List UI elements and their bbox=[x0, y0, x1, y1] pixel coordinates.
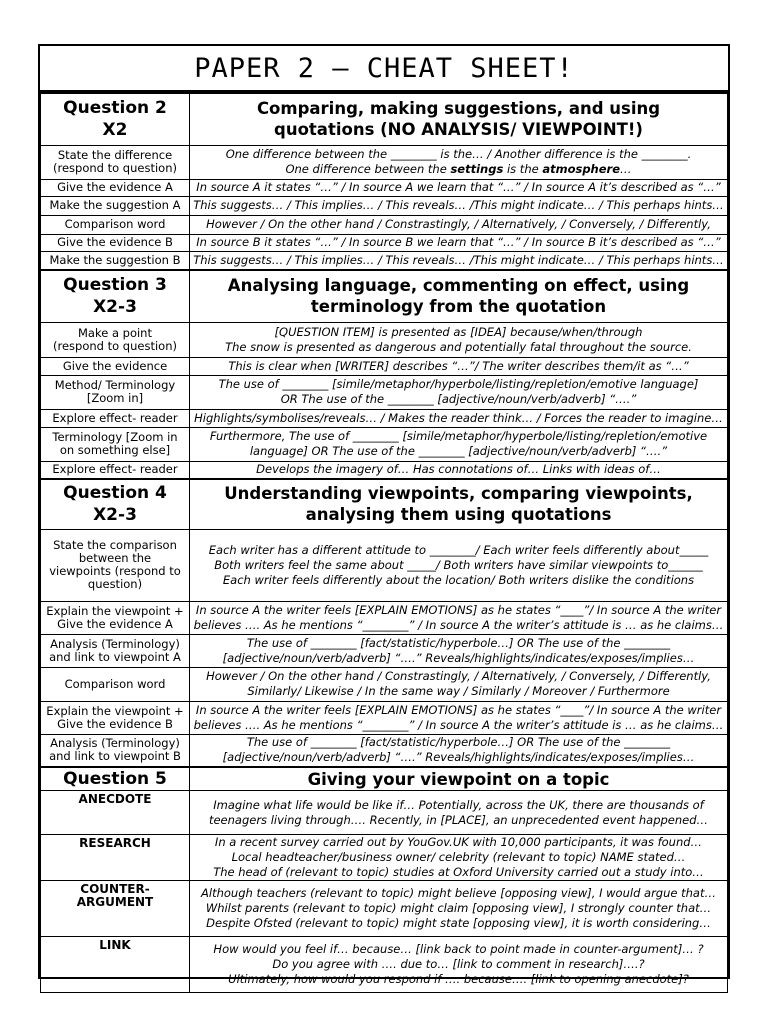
table-row bbox=[41, 427, 728, 461]
text-line: and link to viewpoint B bbox=[49, 749, 181, 764]
question-topic bbox=[190, 93, 728, 145]
sentence-starters bbox=[190, 427, 728, 461]
text-line: Develops the imagery of… Has connotations of… Links with ideas of… bbox=[256, 462, 661, 477]
text-line: ARGUMENT bbox=[76, 895, 154, 909]
text-line: Give the evidence A bbox=[57, 180, 173, 194]
text-line: How would you feel if… because… [link back to point made in counter-argument]… ? bbox=[213, 942, 704, 956]
sentence-starters bbox=[190, 234, 728, 251]
sentence-starters bbox=[190, 529, 728, 601]
text-line: analysing them using quotations bbox=[305, 505, 612, 525]
q3-heading-row bbox=[41, 270, 728, 322]
text-line: Despite Ofsted (relevant to topic) might state [opposing view], it is worth considering… bbox=[206, 916, 711, 930]
question-heading bbox=[41, 767, 190, 791]
step-label bbox=[41, 601, 190, 634]
page-title-box bbox=[40, 46, 728, 92]
table-row bbox=[41, 881, 728, 937]
text-line: Explore effect- reader bbox=[52, 462, 178, 477]
sentence-starters bbox=[190, 409, 728, 427]
question-topic bbox=[190, 270, 728, 322]
text-line: In source A it states “…” / In source A we learn that “…” / In source A it’s described as “…” bbox=[196, 180, 721, 194]
text-line: Make the suggestion B bbox=[49, 252, 181, 267]
sentence-starters bbox=[190, 734, 728, 767]
sentence-starters bbox=[190, 701, 728, 734]
step-label bbox=[41, 251, 190, 270]
text-line: This suggests… / This implies… / This reveals… /This might indicate… / This perhaps hints… bbox=[193, 198, 724, 212]
text-line: Question 4 bbox=[63, 483, 167, 504]
text-line: Give the evidence B bbox=[57, 235, 173, 249]
text-line: State the comparison bbox=[53, 538, 177, 552]
sentence-starters bbox=[190, 601, 728, 634]
text-line: Local headteacher/business owner/ celebrity (relevant to topic) NAME stated… bbox=[231, 850, 686, 864]
text-line: In a recent survey carried out by YouGov.UK with 10,000 participants, it was found… bbox=[214, 835, 703, 849]
cheat-sheet bbox=[38, 44, 730, 986]
text-line: language] OR The use of the ________ [adjective/noun/verb/adverb] “….” bbox=[249, 444, 668, 458]
question-heading bbox=[41, 270, 190, 322]
sentence-starters bbox=[190, 937, 728, 993]
text-line: Each writer feels differently about the location/ Both writers dislike the conditions bbox=[222, 572, 695, 587]
table-row bbox=[41, 835, 728, 881]
table-row bbox=[41, 145, 728, 179]
text-line: believes …. As he mentions “________” / In source A the writer’s attitude is … as he claims… bbox=[193, 717, 724, 732]
text-line: [Zoom in] bbox=[86, 391, 144, 405]
table-row bbox=[41, 375, 728, 409]
sentence-starters bbox=[190, 667, 728, 701]
sentence-starters bbox=[190, 215, 728, 234]
sentence-starters bbox=[190, 196, 728, 215]
sentence-starters bbox=[190, 375, 728, 409]
text-line: X2-3 bbox=[93, 297, 137, 318]
text-line: [adjective/noun/verb/adverb] “….” Reveals/highlights/indicates/exposes/implies… bbox=[222, 650, 695, 665]
step-label bbox=[41, 357, 190, 375]
sentence-starters bbox=[190, 791, 728, 835]
text-line: Give the evidence B bbox=[57, 716, 173, 731]
step-label bbox=[41, 196, 190, 215]
text-line: [QUESTION ITEM] is presented as [IDEA] because/when/through bbox=[274, 324, 643, 339]
sentence-starters bbox=[190, 251, 728, 270]
step-label bbox=[41, 734, 190, 767]
text-line: (respond to question) bbox=[53, 161, 177, 175]
text-line: The use of ________ [simile/metaphor/hyperbole/listing/repletion/emotive language] bbox=[218, 377, 699, 391]
text-line: Each writer has a different attitude to ________/ Each writer feels differently about_____ bbox=[208, 542, 709, 557]
text-line: teenagers living through…. Recently, in [PLACE], an unprecedented event happened… bbox=[208, 812, 709, 827]
table-row bbox=[41, 179, 728, 196]
text-line: One difference between the settings is the atmosphere… bbox=[285, 162, 632, 176]
table-row bbox=[41, 701, 728, 734]
step-label bbox=[41, 791, 190, 835]
text-line: Make a point bbox=[78, 325, 152, 340]
text-line: and link to viewpoint A bbox=[49, 649, 181, 664]
text-line: Explain the viewpoint + bbox=[46, 703, 184, 718]
step-label bbox=[41, 529, 190, 601]
text-line: Explain the viewpoint + bbox=[46, 603, 184, 618]
page-title: PAPER 2 – CHEAT SHEET! bbox=[194, 52, 574, 84]
table-row bbox=[41, 601, 728, 634]
text-line: Imagine what life would be like if… Potentially, across the UK, there are thousands of bbox=[213, 797, 704, 812]
text-line: Do you agree with …. due to… [link to comment in research]….? bbox=[272, 957, 645, 971]
text-line: In source B it states “…” / In source B we learn that “…” / In source B it’s described as “…” bbox=[196, 235, 721, 249]
table-row bbox=[41, 734, 728, 767]
step-label bbox=[41, 701, 190, 734]
text-line: (respond to question) bbox=[53, 338, 177, 353]
table-row bbox=[41, 937, 728, 993]
text-line: Analysing language, commenting on effect, using bbox=[227, 276, 690, 296]
text-line: ANECDOTE bbox=[78, 792, 152, 806]
step-label bbox=[41, 179, 190, 196]
text-line: LINK bbox=[99, 938, 131, 952]
text-line: However / On the other hand / Constrastingly, / Alternatively, / Conversely, / Differently, bbox=[206, 669, 711, 683]
text-line: question) bbox=[87, 577, 143, 591]
sentence-starters bbox=[190, 322, 728, 357]
text-line: OR The use of the ________ [adjective/noun/verb/adverb] “….” bbox=[280, 392, 637, 406]
text-line: State the difference bbox=[57, 148, 173, 162]
q2-heading-row bbox=[41, 93, 728, 145]
table-row bbox=[41, 215, 728, 234]
step-label bbox=[41, 667, 190, 701]
text-line: Comparison word bbox=[64, 217, 166, 231]
text-line: In source A the writer feels [EXPLAIN EMOTIONS] as he states “____”/ In source A the writer bbox=[195, 602, 722, 617]
text-line: Analysis (Terminology) bbox=[50, 736, 180, 751]
step-label bbox=[41, 427, 190, 461]
sentence-starters bbox=[190, 145, 728, 179]
q5-heading-row bbox=[41, 767, 728, 791]
text-line: However / On the other hand / Constrastingly, / Alternatively, / Conversely, / Differently, bbox=[206, 217, 711, 231]
text-line: believes …. As he mentions “________” / In source A the writer’s attitude is … as he claims… bbox=[193, 617, 724, 632]
step-label bbox=[41, 215, 190, 234]
text-line: Furthermore, The use of ________ [simile/metaphor/hyperbole/listing/repletion/emotive bbox=[209, 429, 708, 443]
text-line: Make the suggestion A bbox=[49, 198, 181, 212]
text-line: The use of ________ [fact/statistic/hyperbole…] OR The use of the ________ bbox=[246, 735, 671, 750]
sentence-starters bbox=[190, 835, 728, 881]
text-line: on something else] bbox=[59, 443, 171, 457]
text-line: COUNTER- bbox=[80, 882, 150, 896]
question-heading bbox=[41, 479, 190, 529]
table-row bbox=[41, 461, 728, 479]
table-row bbox=[41, 234, 728, 251]
sentence-starters bbox=[190, 179, 728, 196]
text-line: Give the evidence bbox=[62, 358, 168, 373]
text-line: Understanding viewpoints, comparing viewpoints, bbox=[224, 484, 693, 504]
text-line: X2 bbox=[102, 120, 128, 141]
text-line: Analysis (Terminology) bbox=[50, 636, 180, 651]
text-line: The snow is presented as dangerous and potentially fatal throughout the source. bbox=[225, 339, 692, 354]
text-line: RESEARCH bbox=[79, 836, 151, 850]
table-row bbox=[41, 322, 728, 357]
text-line: Give the evidence A bbox=[57, 616, 173, 631]
step-label bbox=[41, 409, 190, 427]
text-line: The head of (relevant to topic) studies at Oxford University carried out a study into… bbox=[213, 865, 704, 879]
text-line: quotations (NO ANALYSIS/ VIEWPOINT!) bbox=[274, 120, 643, 140]
text-line: Comparison word bbox=[64, 676, 166, 691]
text-line: [adjective/noun/verb/adverb] “….” Reveals/highlights/indicates/exposes/implies… bbox=[222, 750, 695, 765]
text-line: Question 5 bbox=[63, 769, 167, 789]
step-label bbox=[41, 234, 190, 251]
table-row bbox=[41, 634, 728, 667]
text-line: Giving your viewpoint on a topic bbox=[307, 769, 610, 789]
step-label bbox=[41, 145, 190, 179]
text-line: viewpoints (respond to bbox=[49, 564, 181, 578]
text-line: Similarly/ Likewise / In the same way / Similarly / Moreover / Furthermore bbox=[247, 684, 670, 698]
text-line: In source A the writer feels [EXPLAIN EMOTIONS] as he states “____”/ In source A the writer bbox=[195, 702, 722, 717]
text-line: Although teachers (relevant to topic) might believe [opposing view], I would argue that… bbox=[201, 886, 716, 900]
sentence-starters bbox=[190, 461, 728, 479]
text-line: One difference between the ________ is the… / Another difference is the ________. bbox=[225, 147, 692, 161]
text-line: This is clear when [WRITER] describes “…”/ The writer describes them/it as “…” bbox=[228, 358, 689, 373]
table-row bbox=[41, 791, 728, 835]
step-label bbox=[41, 634, 190, 667]
text-line: Question 2 bbox=[63, 98, 167, 119]
sentence-starters bbox=[190, 881, 728, 937]
table-row bbox=[41, 409, 728, 427]
text-line: between the bbox=[78, 551, 152, 565]
text-line: Comparing, making suggestions, and using bbox=[256, 99, 661, 119]
text-line: Ultimately, how would you respond if …. because…. [link to opening anecdote]? bbox=[228, 972, 689, 986]
table-row bbox=[41, 251, 728, 270]
q4-heading-row bbox=[41, 479, 728, 529]
text-line: terminology from the quotation bbox=[310, 297, 607, 317]
step-label bbox=[41, 322, 190, 357]
step-label bbox=[41, 461, 190, 479]
question-topic bbox=[190, 767, 728, 791]
text-line: Whilst parents (relevant to topic) might claim [opposing view], I strongly counter that… bbox=[205, 901, 712, 915]
text-line: The use of ________ [fact/statistic/hyperbole…] OR The use of the ________ bbox=[246, 635, 671, 650]
text-line: Question 3 bbox=[63, 275, 167, 296]
text-line: This suggests… / This implies… / This reveals… /This might indicate… / This perhaps hints… bbox=[193, 252, 724, 267]
step-label bbox=[41, 881, 190, 937]
question-heading bbox=[41, 93, 190, 145]
text-line: Both writers feel the same about _____/ Both writers have similar viewpoints to______ bbox=[214, 557, 703, 572]
text-line: X2-3 bbox=[93, 505, 137, 526]
step-label bbox=[41, 835, 190, 881]
table-row bbox=[41, 196, 728, 215]
text-line: Method/ Terminology bbox=[54, 378, 176, 392]
step-label bbox=[41, 375, 190, 409]
text-line: Highlights/symbolises/reveals… / Makes the reader think… / Forces the reader to imagine… bbox=[194, 410, 723, 425]
sentence-starters bbox=[190, 357, 728, 375]
table-row bbox=[41, 357, 728, 375]
sentence-starters bbox=[190, 634, 728, 667]
question-topic bbox=[190, 479, 728, 529]
table-row bbox=[41, 667, 728, 701]
text-line: Explore effect- reader bbox=[52, 410, 178, 425]
table-row bbox=[41, 529, 728, 601]
step-label bbox=[41, 937, 190, 993]
text-line: Terminology [Zoom in bbox=[52, 430, 178, 444]
cheat-sheet-table bbox=[40, 92, 728, 993]
